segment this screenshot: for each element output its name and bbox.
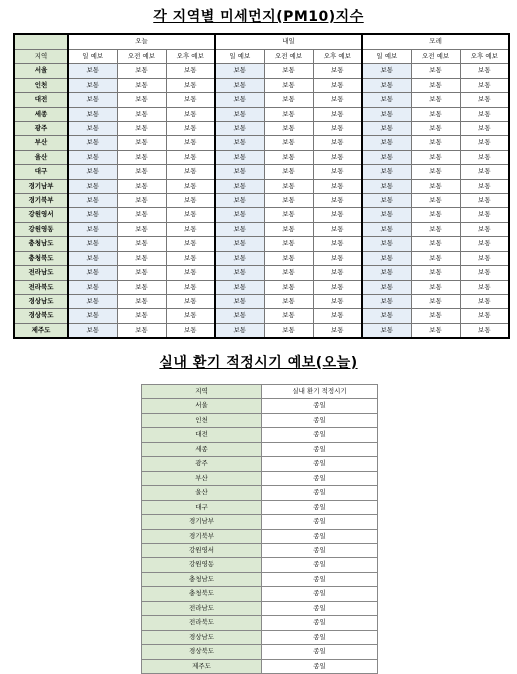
pm-value-cell: 보통 (166, 294, 215, 308)
pm-value-cell: 보통 (411, 179, 460, 193)
pm-value-cell: 보통 (215, 165, 264, 179)
region-name: 세종 (14, 107, 68, 121)
vent-region-name: 세종 (142, 442, 262, 456)
region-name: 부산 (14, 136, 68, 150)
pm-value-cell: 보통 (166, 150, 215, 164)
table-row (14, 222, 509, 236)
pm-value-cell: 보통 (68, 136, 117, 150)
pm-value-cell: 보통 (362, 78, 411, 92)
day-header: 모레 (362, 34, 509, 50)
pm-value-cell: 보통 (117, 136, 166, 150)
pm-value-cell: 보통 (411, 323, 460, 338)
region-name: 대전 (14, 93, 68, 107)
pm-value-cell: 보통 (313, 222, 362, 236)
region-name: 제주도 (14, 323, 68, 338)
region-name: 울산 (14, 150, 68, 164)
vent-value-cell: 종일 (262, 486, 378, 500)
pm-value-cell: 보통 (411, 78, 460, 92)
vent-value-cell: 종일 (262, 413, 378, 427)
day-header: 내일 (215, 34, 362, 50)
pm-value-cell: 보통 (117, 237, 166, 251)
pm-value-cell: 보통 (460, 266, 509, 280)
table-row (14, 150, 509, 164)
pm-value-cell: 보통 (362, 150, 411, 164)
region-name: 강원영동 (14, 222, 68, 236)
region-name: 광주 (14, 122, 68, 136)
pm-value-cell: 보통 (313, 165, 362, 179)
region-name: 강원영서 (14, 208, 68, 222)
ventilation-title: 실내 환기 적정시기 예보(오늘) (159, 355, 358, 371)
forecast-col-header: 오전 예보 (264, 50, 313, 64)
pm-value-cell: 보통 (411, 309, 460, 323)
pm-value-cell: 보통 (215, 280, 264, 294)
pm-value-cell: 보통 (264, 222, 313, 236)
pm-value-cell: 보통 (264, 122, 313, 136)
pm-value-cell: 보통 (460, 64, 509, 78)
pm-value-cell: 보통 (68, 309, 117, 323)
pm-value-cell: 보통 (264, 208, 313, 222)
pm-value-cell: 보통 (68, 323, 117, 338)
pm-value-cell: 보통 (362, 222, 411, 236)
pm-value-cell: 보통 (362, 237, 411, 251)
pm-value-cell: 보통 (117, 150, 166, 164)
table-row (142, 457, 378, 471)
pm-value-cell: 보통 (215, 107, 264, 121)
table-row (14, 78, 509, 92)
pm-value-cell: 보통 (166, 136, 215, 150)
forecast-col-header: 오전 예보 (411, 50, 460, 64)
vent-region-name: 경기남부 (142, 515, 262, 529)
vent-value-cell: 종일 (262, 442, 378, 456)
pm-value-cell: 보통 (215, 266, 264, 280)
vent-value-cell: 종일 (262, 601, 378, 615)
pm-value-cell: 보통 (313, 64, 362, 78)
table-row (14, 122, 509, 136)
pm-value-cell: 보통 (411, 122, 460, 136)
pm-value-cell: 보통 (362, 280, 411, 294)
pm-value-cell: 보통 (215, 237, 264, 251)
pm-value-cell: 보통 (215, 294, 264, 308)
pm-value-cell: 보통 (264, 107, 313, 121)
vent-region-name: 경상남도 (142, 630, 262, 644)
pm-value-cell: 보통 (411, 251, 460, 265)
pm-value-cell: 보통 (460, 150, 509, 164)
pm-value-cell: 보통 (166, 237, 215, 251)
vent-value-cell: 종일 (262, 659, 378, 673)
table-row (142, 630, 378, 644)
pm-value-cell: 보통 (215, 194, 264, 208)
pm-value-cell: 보통 (460, 222, 509, 236)
forecast-header-row (14, 50, 509, 64)
day-header: 오늘 (68, 34, 215, 50)
pm-value-cell: 보통 (117, 78, 166, 92)
pm-value-cell: 보통 (215, 309, 264, 323)
region-header: 지역 (14, 50, 68, 64)
pm-value-cell: 보통 (264, 93, 313, 107)
pm-value-cell: 보통 (166, 194, 215, 208)
pm-value-cell: 보통 (362, 251, 411, 265)
table-row (14, 309, 509, 323)
pm-value-cell: 보통 (460, 294, 509, 308)
table-row (142, 558, 378, 572)
forecast-col-header: 일 예보 (215, 50, 264, 64)
table-row (142, 645, 378, 659)
pm-value-cell: 보통 (362, 266, 411, 280)
table-row (142, 500, 378, 514)
pm-value-cell: 보통 (460, 309, 509, 323)
vent-value-cell: 종일 (262, 558, 378, 572)
forecast-col-header: 오후 예보 (166, 50, 215, 64)
pm-value-cell: 보통 (166, 222, 215, 236)
pm-value-cell: 보통 (215, 323, 264, 338)
pm-value-cell: 보통 (117, 323, 166, 338)
region-name: 전라북도 (14, 280, 68, 294)
pm-value-cell: 보통 (166, 64, 215, 78)
pm-value-cell: 보통 (460, 280, 509, 294)
pm-value-cell: 보통 (117, 208, 166, 222)
table-row (142, 515, 378, 529)
pm-value-cell: 보통 (411, 237, 460, 251)
pm-value-cell: 보통 (68, 107, 117, 121)
day-header-row (14, 34, 509, 50)
pm-value-cell: 보통 (362, 122, 411, 136)
pm-value-cell: 보통 (68, 150, 117, 164)
pm-value-cell: 보통 (460, 122, 509, 136)
pm-value-cell: 보통 (411, 165, 460, 179)
pm-value-cell: 보통 (264, 266, 313, 280)
pm-value-cell: 보통 (117, 251, 166, 265)
pm-value-cell: 보통 (68, 194, 117, 208)
pm-value-cell: 보통 (362, 93, 411, 107)
pm-value-cell: 보통 (362, 294, 411, 308)
pm-value-cell: 보통 (411, 208, 460, 222)
vent-region-name: 전라남도 (142, 601, 262, 615)
pm-value-cell: 보통 (68, 208, 117, 222)
vent-value-cell: 종일 (262, 500, 378, 514)
pm-value-cell: 보통 (215, 78, 264, 92)
vent-region-name: 광주 (142, 457, 262, 471)
forecast-col-header: 일 예보 (68, 50, 117, 64)
region-header-blank (14, 34, 68, 50)
pm-value-cell: 보통 (68, 64, 117, 78)
pm-value-cell: 보통 (117, 122, 166, 136)
pm-value-cell: 보통 (68, 179, 117, 193)
pm-value-cell: 보통 (68, 280, 117, 294)
vent-value-cell: 종일 (262, 529, 378, 543)
vent-region-name: 강원영동 (142, 558, 262, 572)
pm-value-cell: 보통 (117, 179, 166, 193)
pm-value-cell: 보통 (68, 294, 117, 308)
pm-value-cell: 보통 (362, 309, 411, 323)
pm-value-cell: 보통 (117, 266, 166, 280)
pm-value-cell: 보통 (411, 294, 460, 308)
vent-region-name: 서울 (142, 399, 262, 413)
pm-value-cell: 보통 (313, 150, 362, 164)
region-name: 경상남도 (14, 294, 68, 308)
pm-value-cell: 보통 (362, 136, 411, 150)
vent-value-cell: 종일 (262, 630, 378, 644)
pm-value-cell: 보통 (313, 208, 362, 222)
pm-value-cell: 보통 (460, 93, 509, 107)
table-row (14, 208, 509, 222)
table-row (14, 165, 509, 179)
pm-value-cell: 보통 (117, 194, 166, 208)
table-row (14, 294, 509, 308)
table-row (14, 237, 509, 251)
table-row (142, 471, 378, 485)
pm-value-cell: 보통 (362, 194, 411, 208)
pm-value-cell: 보통 (313, 323, 362, 338)
table-row (14, 107, 509, 121)
pm-value-cell: 보통 (313, 78, 362, 92)
vent-value-cell: 종일 (262, 572, 378, 586)
pm-value-cell: 보통 (264, 136, 313, 150)
pm-value-cell: 보통 (411, 266, 460, 280)
pm-value-cell: 보통 (166, 122, 215, 136)
pm-value-cell: 보통 (313, 93, 362, 107)
pm-value-cell: 보통 (313, 266, 362, 280)
pm-value-cell: 보통 (215, 64, 264, 78)
pm-value-cell: 보통 (313, 294, 362, 308)
forecast-col-header: 오후 예보 (460, 50, 509, 64)
pm-value-cell: 보통 (460, 237, 509, 251)
vent-value-cell: 종일 (262, 515, 378, 529)
pm-value-cell: 보통 (215, 222, 264, 236)
pm-value-cell: 보통 (264, 194, 313, 208)
pm-value-cell: 보통 (411, 64, 460, 78)
pm-value-cell: 보통 (166, 93, 215, 107)
pm-value-cell: 보통 (411, 150, 460, 164)
vent-region-name: 전라북도 (142, 616, 262, 630)
vent-value-cell: 종일 (262, 457, 378, 471)
pm-value-cell: 보통 (313, 309, 362, 323)
table-row (14, 266, 509, 280)
pm-value-cell: 보통 (264, 78, 313, 92)
table-row (142, 529, 378, 543)
pm-value-cell: 보통 (264, 165, 313, 179)
pm-value-cell: 보통 (215, 93, 264, 107)
pm-value-cell: 보통 (313, 179, 362, 193)
table-row (142, 572, 378, 586)
pm-value-cell: 보통 (313, 251, 362, 265)
table-row (142, 601, 378, 615)
region-name: 경기남부 (14, 179, 68, 193)
pm-value-cell: 보통 (215, 179, 264, 193)
forecast-col-header: 오전 예보 (117, 50, 166, 64)
pm-value-cell: 보통 (68, 266, 117, 280)
vent-region-name: 경상북도 (142, 645, 262, 659)
pm-value-cell: 보통 (264, 309, 313, 323)
table-row (142, 413, 378, 427)
vent-region-name: 대구 (142, 500, 262, 514)
pm-value-cell: 보통 (166, 107, 215, 121)
pm-value-cell: 보통 (215, 251, 264, 265)
pm-value-cell: 보통 (117, 165, 166, 179)
pm-value-cell: 보통 (264, 280, 313, 294)
forecast-col-header: 오후 예보 (313, 50, 362, 64)
region-name: 충청북도 (14, 251, 68, 265)
region-name: 대구 (14, 165, 68, 179)
pm-value-cell: 보통 (215, 208, 264, 222)
pm-value-cell: 보통 (362, 323, 411, 338)
vent-value-cell: 종일 (262, 543, 378, 557)
pm-value-cell: 보통 (264, 323, 313, 338)
pm-value-cell: 보통 (117, 294, 166, 308)
pm-value-cell: 보통 (460, 323, 509, 338)
table-row (14, 194, 509, 208)
vent-region-name: 울산 (142, 486, 262, 500)
pm-value-cell: 보통 (215, 136, 264, 150)
pm-value-cell: 보통 (313, 122, 362, 136)
table-row (142, 428, 378, 442)
table-row (14, 93, 509, 107)
pm-value-cell: 보통 (362, 179, 411, 193)
ventilation-table (141, 384, 378, 674)
region-name: 서울 (14, 64, 68, 78)
pm-value-cell: 보통 (313, 237, 362, 251)
pm-value-cell: 보통 (166, 266, 215, 280)
pm-value-cell: 보통 (166, 208, 215, 222)
table-row (142, 399, 378, 413)
pm-value-cell: 보통 (264, 294, 313, 308)
pm-value-cell: 보통 (166, 165, 215, 179)
pm-value-cell: 보통 (460, 208, 509, 222)
pm-value-cell: 보통 (68, 222, 117, 236)
pm-value-cell: 보통 (166, 309, 215, 323)
table-row (14, 64, 509, 78)
table-row (142, 616, 378, 630)
pm-value-cell: 보통 (460, 136, 509, 150)
pm-title: 각 지역별 미세먼지(PM10)지수 (153, 9, 364, 25)
vent-value-cell: 종일 (262, 471, 378, 485)
pm-value-cell: 보통 (166, 78, 215, 92)
pm-value-cell: 보통 (117, 222, 166, 236)
table-row (14, 136, 509, 150)
pm-value-cell: 보통 (264, 237, 313, 251)
vent-time-header: 실내 환기 적정시기 (262, 385, 378, 399)
vent-region-name: 충청북도 (142, 587, 262, 601)
pm-value-cell: 보통 (166, 323, 215, 338)
region-name: 경기북부 (14, 194, 68, 208)
region-name: 전라남도 (14, 266, 68, 280)
vent-region-name: 경기북부 (142, 529, 262, 543)
pm-value-cell: 보통 (264, 64, 313, 78)
forecast-col-header: 일 예보 (362, 50, 411, 64)
pm-value-cell: 보통 (460, 251, 509, 265)
table-row (14, 323, 509, 338)
pm-value-cell: 보통 (460, 107, 509, 121)
pm-value-cell: 보통 (362, 208, 411, 222)
pm-value-cell: 보통 (313, 107, 362, 121)
pm-value-cell: 보통 (68, 78, 117, 92)
pm-value-cell: 보통 (117, 309, 166, 323)
pm-value-cell: 보통 (313, 136, 362, 150)
pm-value-cell: 보통 (68, 165, 117, 179)
pm-value-cell: 보통 (362, 165, 411, 179)
pm-value-cell: 보통 (117, 64, 166, 78)
vent-value-cell: 종일 (262, 399, 378, 413)
pm-value-cell: 보통 (68, 251, 117, 265)
pm-value-cell: 보통 (215, 150, 264, 164)
pm-value-cell: 보통 (460, 179, 509, 193)
pm-value-cell: 보통 (313, 280, 362, 294)
table-row (142, 486, 378, 500)
table-row (142, 587, 378, 601)
table-row (14, 280, 509, 294)
vent-value-cell: 종일 (262, 587, 378, 601)
table-row (142, 442, 378, 456)
vent-value-cell: 종일 (262, 616, 378, 630)
pm10-table (13, 33, 510, 339)
pm-value-cell: 보통 (411, 93, 460, 107)
vent-region-name: 부산 (142, 471, 262, 485)
pm-value-cell: 보통 (362, 64, 411, 78)
pm-value-cell: 보통 (411, 194, 460, 208)
pm-value-cell: 보통 (411, 107, 460, 121)
vent-region-name: 충청남도 (142, 572, 262, 586)
table-row (142, 543, 378, 557)
pm-value-cell: 보통 (264, 179, 313, 193)
table-row (14, 251, 509, 265)
pm-value-cell: 보통 (411, 222, 460, 236)
region-name: 충청남도 (14, 237, 68, 251)
pm-value-cell: 보통 (264, 251, 313, 265)
table-row (14, 179, 509, 193)
pm-value-cell: 보통 (362, 107, 411, 121)
pm-value-cell: 보통 (264, 150, 313, 164)
pm-value-cell: 보통 (117, 107, 166, 121)
pm-value-cell: 보통 (166, 179, 215, 193)
pm-value-cell: 보통 (460, 194, 509, 208)
vent-region-name: 인천 (142, 413, 262, 427)
pm-value-cell: 보통 (68, 93, 117, 107)
pm-value-cell: 보통 (215, 122, 264, 136)
pm-value-cell: 보통 (68, 237, 117, 251)
vent-header-row (142, 385, 378, 399)
vent-region-header: 지역 (142, 385, 262, 399)
vent-region-name: 대전 (142, 428, 262, 442)
region-name: 인천 (14, 78, 68, 92)
pm-value-cell: 보통 (460, 78, 509, 92)
table-row (142, 659, 378, 673)
pm-value-cell: 보통 (411, 280, 460, 294)
vent-value-cell: 종일 (262, 428, 378, 442)
vent-region-name: 제주도 (142, 659, 262, 673)
region-name: 경상북도 (14, 309, 68, 323)
pm-value-cell: 보통 (166, 251, 215, 265)
vent-region-name: 강원영서 (142, 543, 262, 557)
vent-value-cell: 종일 (262, 645, 378, 659)
pm-value-cell: 보통 (460, 165, 509, 179)
pm-value-cell: 보통 (68, 122, 117, 136)
pm-value-cell: 보통 (313, 194, 362, 208)
pm-value-cell: 보통 (117, 280, 166, 294)
pm-value-cell: 보통 (166, 280, 215, 294)
pm-value-cell: 보통 (117, 93, 166, 107)
pm-value-cell: 보통 (411, 136, 460, 150)
